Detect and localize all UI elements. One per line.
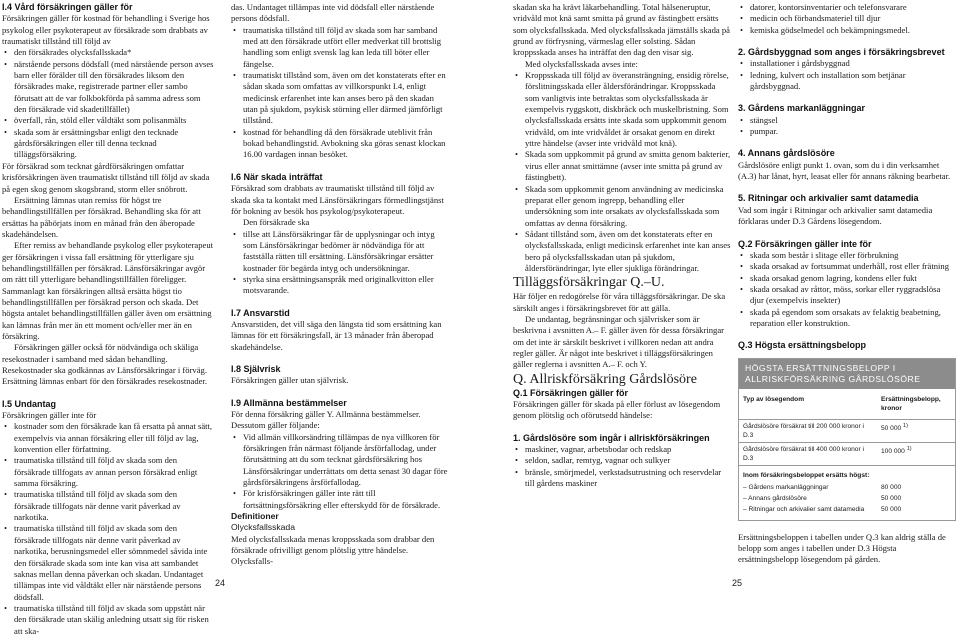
paragraph: Ersättningsbeloppen i tabellen under Q.3 kan aldrig ställa de belopp som anges i tabellen under D.3 Högsta ersättningsbelopp lösegendom på gården. xyxy=(738,531,946,565)
bullet-item: • skada orsakad av fortsummat underhåll, rost eller frätning xyxy=(738,261,956,272)
bullet-item: • bränsle, smörjmedel, verkstadsutrustning och reservdelar till gårdens maskiner xyxy=(513,467,731,490)
section-heading: Q.1 Försäkringen gäller för xyxy=(513,387,629,398)
paragraph: Försäkringen gäller utan självrisk. xyxy=(231,375,349,386)
table-cell: – Gårdens markanläggningar xyxy=(743,483,829,491)
paragraph: Gårdslösöre enligt punkt 1. ovan, som du i din verksamhet (A.3) har lånat, hyrt, leasat eller för annans räkning bearbetar. xyxy=(738,159,951,182)
paragraph: För denna försäkring gäller Y. Allmänna bestämmelser. xyxy=(231,409,421,419)
paragraph: För försäkrad som tecknat gårdförsäkringen omfattar krisförsäkringen även traumatiskt tillstånd till följd av skada på egen skog genom skogsbrand, storm eller snöbrott. xyxy=(2,160,210,194)
left-page-column-2 xyxy=(231,2,449,568)
bullet-item: • stängsel xyxy=(738,115,956,126)
bullet-item: • traumatiska tillstånd till följd av skada som uppstått när den försäkrade utan skälig anledning utsatt sig för risken att ska- xyxy=(2,603,214,637)
bullet-item: • traumatiskt tillstånd som, även om det konstaterats efter en sådan skada som omfattas av villkorspunkt I.4, enligt medicinsk erfarenhet inte kan anses bero på den skadan utan på sjukdom, psykisk störning eller därmed jämförligt tillstånd. xyxy=(231,70,449,127)
definitions-heading: Definitioner xyxy=(231,511,279,522)
table-cell: – Ritningar och arkivalier samt datamedia xyxy=(743,505,865,513)
bullet-item: • traumatiska tillstånd till följd av skada som den försäkrade tillfogats när denne varit påverkad av narkotika, berusningsmedel eller sömnmedel såvida inte den försäkrade skada som inte kan visa att sambandet saknas mellan denna påverkan och skadan. Undantaget tillämpas inte vid våldtäkt eller när närstående persons dödsfall. xyxy=(2,523,214,602)
bullet-item: • skada som består i slitage eller förbrukning xyxy=(738,250,956,261)
bullet-item: • traumatiska tillstånd till följd av skada som har samband med att den försäkrade utfört eller medverkat till brottslig handling som enligt svensk lag kan leda till böter eller fängelse. xyxy=(231,25,449,70)
paragraph: Vad som ingår i Ritningar och arkivalier samt datamedia förklaras under D.3 Gårdens lösegendom. xyxy=(738,204,933,227)
table-banner-line: HÖGSTA ERSÄTTNINGSBELOPP I xyxy=(745,362,896,373)
paragraph: Ansvarstiden, det vill säga den längsta tid som ersättning kan lämnas för ett försäkringsfall, är 13 månader från åberopad skadehändelse. xyxy=(231,318,442,352)
bullet-item: • medicin och förbandsmateriel till djur xyxy=(738,13,956,24)
section-title: Tilläggsförsäkringar Q.–U. xyxy=(513,275,665,291)
paragraph: Ersättning lämnas utan remiss för högst tre behandlingstillfällen per försäkrad. Behandling ska för att ersättas ha påbörjats inom en månad från den åberopade skadehändelsen. xyxy=(2,194,201,239)
section-heading: I.9 Allmänna bestämmelser xyxy=(231,397,347,408)
numbered-heading: 2. Gårdsbyggnad som anges i försäkringsbrevet xyxy=(738,47,945,58)
bullet-item: • traumatiska tillstånd till följd av skada som den försäkrade tillfogats av annan person försäkrad enligt samma försäkring. xyxy=(2,455,214,489)
table-cell: 80 000 xyxy=(881,483,902,491)
bullet-item: • ledning, kulvert och installation som betjänar gårdsbyggnad. xyxy=(738,70,956,93)
bullet-item: • överfall, rån, stöld eller våldtäkt som polisanmälts xyxy=(2,115,214,126)
section-heading: Q.2 Försäkringen gäller inte för xyxy=(738,238,872,249)
paragraph: skadan ska ha krävt läkarbehandling. Total hälseneruptur, vridvåld mot knä samt smitta på grund av fästingbett ersätts som olycksfallsskada. Med olycksfallsskada jämställs skada på grund av förfrysning, värmeslag eller solsting. Sådan kroppsskada anses ha inträffat den dag den visar sig. xyxy=(513,2,730,58)
footnote-mark: 1) xyxy=(903,422,908,429)
column-header: Ersättningsbelopp, kronor xyxy=(881,395,941,412)
bullet-item: • seldon, sadlar, remtyg, vagnar och sulkyer xyxy=(513,455,731,466)
table-row xyxy=(739,493,955,504)
section-heading: Q.3 Högsta ersättningsbelopp xyxy=(738,340,867,351)
section-heading: I.7 Ansvarstid xyxy=(231,307,290,318)
paragraph: Försäkrad som drabbats av traumatiskt tillstånd till följd av skada ska ta kontakt med Länsförsäkringars förmedlingstjänst för bokning av besök hos psykolog/psykoterapeut. xyxy=(231,183,444,216)
bullet-item: • datorer, kontorsinventarier och telefonsvarare xyxy=(738,2,956,13)
table-cell: Gårdslösöre försäkrat till 200 000 kronor i D.3 xyxy=(739,419,877,442)
bullet-item: • skada som är ersättningsbar enligt den tecknade gårdsförsäkringen eller till denna tecknad tilläggsförsäkring. xyxy=(2,127,214,161)
section-heading: I.6 När skada inträffat xyxy=(231,171,323,182)
section-heading: I.5 Undantag xyxy=(2,398,57,409)
table-row xyxy=(739,465,955,482)
section-heading: I.8 Självrisk xyxy=(231,363,281,374)
page-number: 25 xyxy=(732,578,743,588)
bullet-item: • maskiner, vagnar, arbetsbodar och redskap xyxy=(513,444,731,455)
bullet-item: • skada orsakad av råttor, möss, sorkar eller ryggradslösa djur (exempelvis insekter) xyxy=(738,284,956,307)
bullet-item: • För krisförsäkringen gäller inte rätt till fortsättningsförsäkring eller efterskydd för de försäkrade. xyxy=(231,488,449,511)
footnote-mark: 1) xyxy=(906,445,912,452)
bullet-item: • kemiska gödselmedel och bekämpningsmedel. xyxy=(738,25,956,36)
table-cell: 50 000 xyxy=(881,505,902,513)
left-page-column-1 xyxy=(2,2,214,637)
paragraph: Här följer en redogörelse för våra tilläggsförsäkringar. De ska särskilt anges i försäkringsbrevet för att gälla. xyxy=(513,291,726,313)
table-row xyxy=(739,482,955,493)
paragraph: Den försäkrade ska xyxy=(243,217,310,228)
compensation-table-body xyxy=(739,389,955,520)
bullet-item: • Skada som uppkommit på grund av smitta genom bakterier, virus eller annat smittämne (avser inte smitta på grund av fästingbett). xyxy=(513,149,731,183)
paragraph: Försäkringen gäller för kostnad för behandling i Sverige hos psykolog eller psykoterapeut av försäkrade som drabbats av traumatiskt tillstånd till följd av xyxy=(2,13,210,47)
table-cell: Gårdslösöre försäkrat till 400 000 kronor i D.3 xyxy=(739,442,877,465)
table-value: 100 000 xyxy=(881,447,905,455)
paragraph: De undantag, begränsningar och självrisker som är beskrivna i avsnitten A.– F. gäller även för dessa försäkringar om det inte är särskilt beskrivet i villkoren nedan att andra regler gäller. Är något inte beskrivet i tilläggsförsäkringen gäller reglerna i avsnitten A.– F. och Y. xyxy=(513,313,724,370)
bullet-item: • styrka sina ersättningsanspråk med originalkvitton eller motsvarande. xyxy=(231,274,449,297)
paragraph: Försäkringen gäller för skada på eller förlust av lösegendom genom plötslig och oförutsedd händelse: xyxy=(513,399,721,421)
table-subheading: Inom försäkringsbeloppet ersätts högst: xyxy=(739,465,955,482)
bullet-item: • tillse att Länsförsäkringar får de upplysningar och intyg som Länsförsäkringar bedömer är nödvändiga för att fastställa rätten till ersättning. Länsförsäkringar ersätter kostnader för begärda intyg och undersökningar. xyxy=(231,229,449,274)
bullet-item: • kostnad för behandling då den försäkrade uteblivit från bokad behandlingstid. Avbokning ska göras senast klockan 16.00 vardagen innan besöket. xyxy=(231,127,449,161)
numbered-heading: 4. Annans gårdslösöre xyxy=(738,148,835,159)
table-cell xyxy=(877,442,955,465)
table-cell: 50 000 xyxy=(881,494,902,502)
section-title: Q. Allriskförsäkring Gårdslösöre xyxy=(513,371,697,387)
paragraph: Med olycksfallsskada avses inte: xyxy=(525,58,638,69)
bullet-item: • Skada som uppkommit genom användning av medicinska preparat eller genom ingrepp, behandling eller undersökning som inte orsakats av olycksfallsskada som omfattas av denna försäkring. xyxy=(513,184,731,229)
bullet-item: • traumatiska tillstånd till följd av skada som den försäkrade tillfogats när denne varit påverkad av narkotika. xyxy=(2,489,214,523)
bullet-item: • Kroppsskada till följd av överansträngning, ensidig rörelse, förslitningsskada eller åldersförändringar. Kroppsskada som vanligtvis inte betraktas som olycksfallsskada är exempelvis ryggskott, diskbråck och muskelbristning. Som olycksfallsskada ersätts inte skada som uppkommit genom vridvåld, om inte vridvåldet är orsakat genom en direkt yttre händelse (avser inte vridvåld mot knä). xyxy=(513,70,731,149)
table-row xyxy=(739,442,955,465)
paragraph: das. Undantaget tillämpas inte vid dödsfall eller närstående persons dödsfall. xyxy=(231,2,435,24)
paragraph: Försäkringen gäller inte för xyxy=(2,410,97,421)
section-heading: I.4 Vård försäkringen gäller för xyxy=(2,2,133,12)
paragraph: Dessutom gäller följande: xyxy=(231,420,320,431)
bullet-item: • den försäkrades olycksfallsskada* xyxy=(2,47,214,58)
table-row xyxy=(739,419,955,442)
page-number: 24 xyxy=(215,578,226,588)
bullet-item: • installationer i gårdsbyggnad xyxy=(738,58,956,69)
bullet-item: • skada orsakad genom lagring, kondens eller fukt xyxy=(738,273,956,284)
table-cell xyxy=(877,419,955,442)
numbered-heading: 1. Gårdslösöre som ingår i allriskförsäkringen xyxy=(513,432,710,443)
table-cell: – Annans gårdslösöre xyxy=(743,494,807,502)
paragraph: Med olycksfallsskada menas kroppsskada som drabbar den försäkrade ofrivilligt genom plötslig yttre händelse. Olycksfalls- xyxy=(231,533,435,567)
table-header-banner xyxy=(739,359,955,389)
numbered-heading: 3. Gårdens markanläggningar xyxy=(738,103,866,114)
table-row xyxy=(739,504,955,520)
bullet-item: • Vid allmän villkorsändring tillämpas de nya villkoren för försäkringen från närmast följande årsförfallodag, under förutsättning att du som tecknat gårdsförsäkring hos Länsförsäkringar underrättats om detta senast 30 dagar före gårdsförsäkringens årsförfallodag. xyxy=(231,432,449,489)
bullet-item: • närstående persons dödsfall (med närstående person avses barn eller förälder till den försäkrades liksom den försäkrades make, registrerade partner eller sambo förutsatt att de var folkbokförda på samma adress som den försäkrade vid skadetillfället) xyxy=(2,59,214,116)
right-page-column-1 xyxy=(513,2,731,489)
paragraph: Efter remiss av behandlande psykolog eller psykoterapeut ger försäkringen i vissa fall ersättning för ytterligare sju behandlingstillfällen per försäkrad. Länsförsäkringar avgör om rätt till ytterligare behandlingstillfällen föreligger. Sammanlagt kan försäkringen alltså ersätta högst tio behandlingstillfällen per försäkrad person och skada. Det högsta antalet behandlingstillfällen gäller även om ersättning kan lämnas från mer än ett moment och/eller mer än en försäkring. xyxy=(2,240,214,341)
paragraph: Försäkringen gäller också för nödvändiga och skäliga resekostnader i samband med sådan behandling. Resekostnader ska godkännas av Länsförsäkringar i förväg. Ersättning lämnas enbart för den försäkrades resekostnader. xyxy=(2,342,207,387)
right-page-column-2 xyxy=(738,2,956,566)
definition-term: Olycksfallsskada xyxy=(231,522,295,533)
bullet-item: • kostnader som den försäkrade kan få ersatta på annat sätt, exempelvis via annan försäkring eller till följd av lag, konvention eller författning. xyxy=(2,421,214,455)
column-header: Typ av lösegendom xyxy=(743,395,805,403)
numbered-heading: 5. Ritningar och arkivalier samt datamedia xyxy=(738,193,919,204)
bullet-item: • pumpar. xyxy=(738,126,956,137)
bullet-item: • Sådant tillstånd som, även om det konstaterats efter en olycksfallsskada, enligt medicinsk erfarenhet inte kan anses bero på olycksfallsskadan utan på sjukdom, åldersförändringar, lyte eller sjukliga förändringar. xyxy=(513,229,731,274)
compensation-table xyxy=(738,358,956,521)
table-banner-line: ALLRISKFÖRSÄKRING GÅRDSLÖSÖRE xyxy=(745,373,921,384)
table-value: 50 000 xyxy=(881,424,902,432)
bullet-item: • skada på egendom som orsakats av felaktig beabetning, reparation eller konstruktion. xyxy=(738,307,956,330)
